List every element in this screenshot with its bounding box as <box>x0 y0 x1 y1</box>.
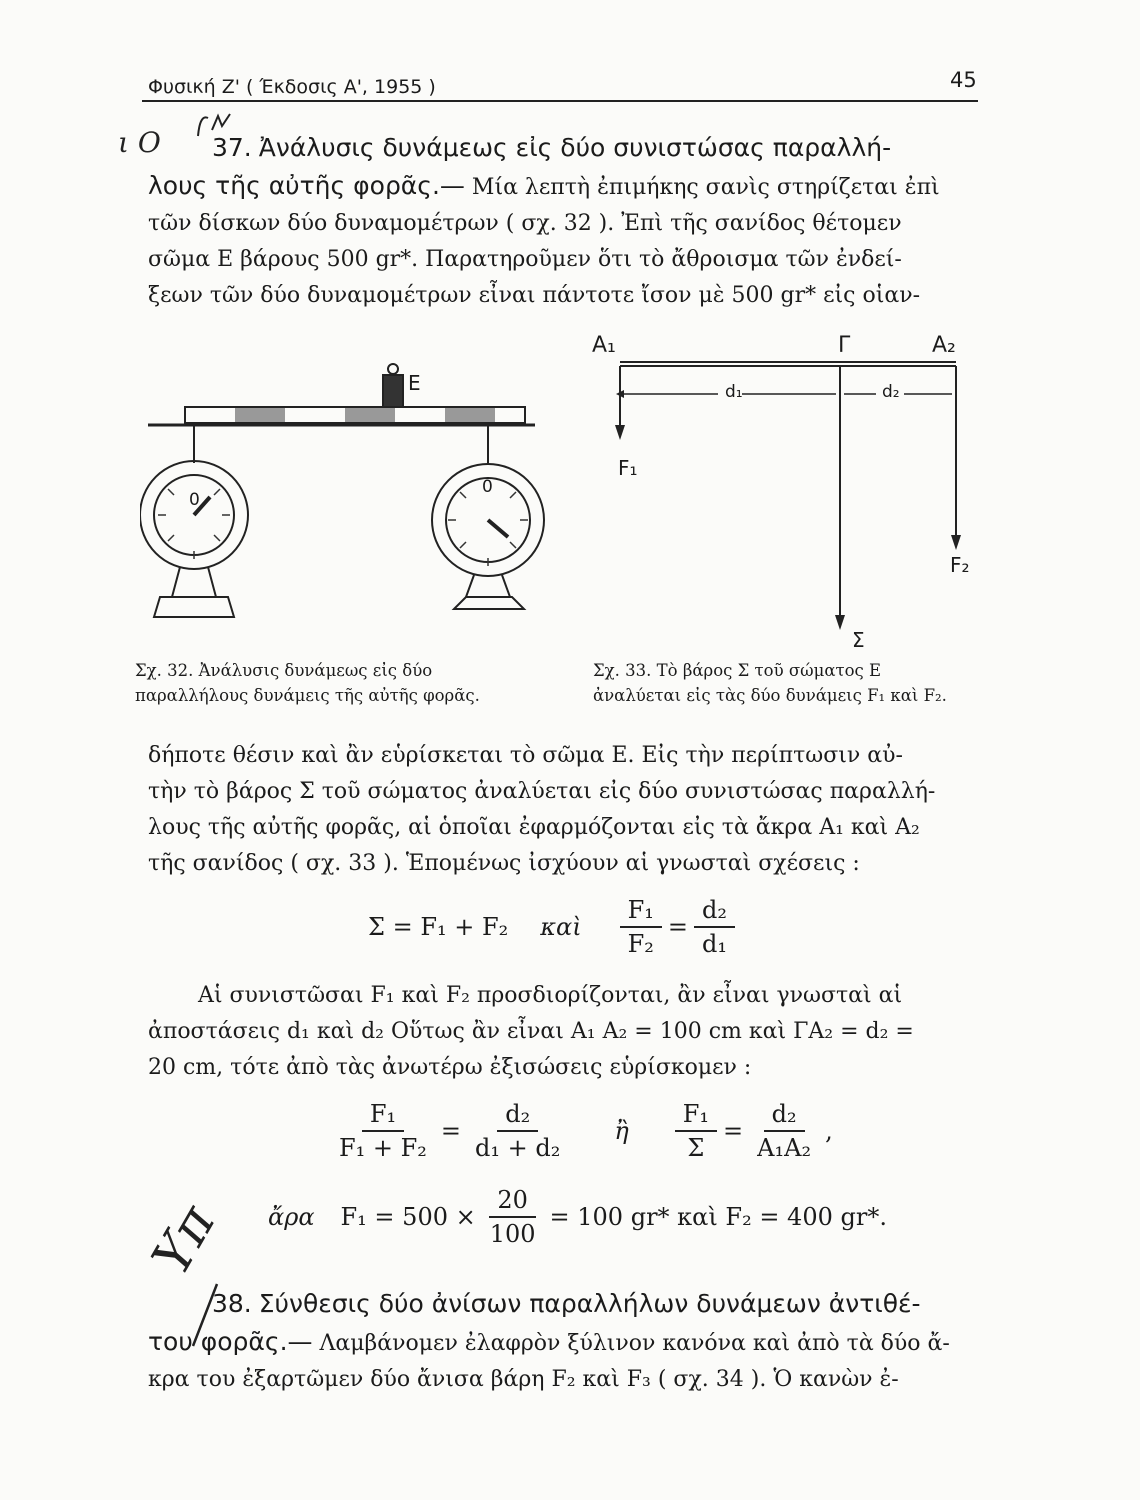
section-37-line: σῶμα Ε βάρους 500 gr*. Παρατηροῦμεν ὅτι τὸ ἄθροισμα τῶν ἐνδεί- <box>148 247 902 272</box>
section-38-line: Λαμβάνομεν ἐλαφρὸν ξύλινον κανόνα καὶ ἀπὸ τὰ δύο ἄ- <box>319 1331 950 1356</box>
eq1-equals: = <box>667 913 688 941</box>
section-38-title-cont: του φορᾶς.— <box>148 1327 313 1356</box>
body-line: τὴν τὸ βάρος Σ τοῦ σώματος ἀναλύεται εἰς δύο συνιστώσας παραλλή- <box>148 779 936 804</box>
body-paragraph-1 <box>148 738 984 882</box>
eq2-fraction: $\frac{\text{F₁}}{\text{F₁ + F₂}}$ <box>339 1100 427 1162</box>
eq2-or: ἢ <box>614 1117 629 1145</box>
eq2-equals-2: = <box>723 1117 744 1145</box>
eq1-left: Σ = F₁ + F₂ <box>368 913 509 941</box>
label-F1: F₁ <box>618 456 638 480</box>
label-G: Γ <box>838 333 851 358</box>
weight-label: Ε <box>408 371 421 395</box>
eq1-fraction-2: $\frac{\text{d₂}}{\text{d₁}}$ <box>694 896 735 958</box>
equation-3 <box>268 1186 887 1248</box>
section-37 <box>148 130 984 314</box>
eq2-comma: , <box>825 1117 833 1145</box>
label-A2: Α₂ <box>932 333 956 358</box>
section-38-line: κρα του ἐξαρτῶμεν δύο ἄνισα βάρη F₂ καὶ F₃ ( σχ. 34 ). Ὁ κανὼν ἐ- <box>148 1367 899 1392</box>
section-38 <box>148 1286 984 1398</box>
section-38-number: 38. <box>212 1289 252 1318</box>
dial-left-zero: 0 <box>189 490 200 510</box>
equation-1 <box>368 896 741 958</box>
body-line: τῆς σανίδος ( σχ. 33 ). Ἑπομένως ἰσχύουν αἱ γνωσταὶ σχέσεις : <box>148 851 860 876</box>
running-header: Φυσική Ζ' ( Έκδοσις Α', 1955 ) <box>148 76 436 98</box>
section-37-line: ξεων τῶν δύο δυναμομέτρων εἶναι πάντοτε ἴσον μὲ 500 gr* εἰς οἱαν- <box>148 283 920 308</box>
body-line: ἀποστάσεις d₁ καὶ d₂ Οὕτως ἂν εἶναι Α₁ Α₂ = 100 cm καὶ ΓΑ₂ = d₂ = <box>148 1019 914 1044</box>
page-number: 45 <box>950 68 977 92</box>
section-38-title: Σύνθεσις δύο ἀνίσων παραλλήλων δυνάμεων ἀντιθέ- <box>258 1289 921 1318</box>
figure-33-caption <box>593 658 947 708</box>
body-line: λους τῆς αὐτῆς φορᾶς, αἱ ὁποῖαι ἐφαρμόζονται εἰς τὰ ἄκρα Α₁ καὶ Α₂ <box>148 815 920 840</box>
section-37-line: τῶν δίσκων δύο δυναμομέτρων ( σχ. 32 ). Ἐπὶ τῆς σανίδος θέτομεν <box>148 211 902 236</box>
body-paragraph-2 <box>148 978 984 1086</box>
eq3-fraction: $\frac{20}{100}$ <box>489 1186 536 1248</box>
eq1-fraction: $\frac{\text{F₁}}{\text{F₂}}$ <box>620 896 662 958</box>
section-37-title-cont: λους τῆς αὐτῆς φορᾶς.— <box>148 171 465 200</box>
figure-32-dynamometers <box>140 355 560 635</box>
header-rule <box>142 100 978 102</box>
figure-32-caption <box>135 658 480 708</box>
eq1-and: καὶ <box>540 913 582 941</box>
body-line: Αἱ συνιστῶσαι F₁ καὶ F₂ προσδιορίζονται, ἂν εἶναι γνωσταὶ αἱ <box>198 983 903 1008</box>
label-F2: F₂ <box>950 553 970 577</box>
margin-handwriting-top: ι Ο <box>118 126 161 159</box>
eq2-equals: = <box>440 1117 462 1145</box>
eq3-ara: ἄρα <box>268 1203 315 1231</box>
margin-handwriting-bottom: Υπ <box>141 1195 228 1285</box>
label-d2: d₂ <box>882 382 900 402</box>
label-Sigma: Σ <box>852 628 865 652</box>
figure-33-force-diagram <box>590 330 990 650</box>
body-line: δήποτε θέσιν καὶ ἂν εὑρίσκεται τὸ σῶμα Ε. Εἰς τὴν περίπτωσιν αὐ- <box>148 743 903 768</box>
eq2-fraction-4: $\frac{\text{d₂}}{\text{Α₁Α₂}}$ <box>757 1100 812 1162</box>
figure-32-caption-line: Σχ. 32. Ἀνάλυσις δυνάμεως εἰς δύο <box>135 661 433 680</box>
label-d1: d₁ <box>725 382 743 402</box>
equation-2 <box>325 1100 833 1162</box>
eq2-fraction-2: $\frac{\text{d₂}}{\text{d₁ + d₂}}$ <box>475 1100 561 1162</box>
figure-33-caption-line: Σχ. 33. Τὸ βάρος Σ τοῦ σώματος Ε <box>593 661 882 680</box>
section-37-line: Μία λεπτὴ ἐπιμήκης σανὶς στηρίζεται ἐπὶ <box>471 175 940 200</box>
figure-32-caption-line: παραλλήλους δυνάμεις τῆς αὐτῆς φορᾶς. <box>135 686 480 705</box>
body-line: 20 cm, τότε ἀπὸ τὰς ἀνωτέρω ἐξισώσεις εὑρίσκομεν : <box>148 1055 752 1080</box>
eq3-right: = 100 gr* καὶ F₂ = 400 gr*. <box>549 1203 887 1231</box>
dial-right-zero: 0 <box>482 477 493 497</box>
section-37-title: Ἀνάλυσις δυνάμεως εἰς δύο συνιστώσας παραλλή- <box>258 133 892 162</box>
label-A1: Α₁ <box>592 333 616 358</box>
figure-33-caption-line: ἀναλύεται εἰς τὰς δύο δυνάμεις F₁ καὶ F₂. <box>593 686 947 705</box>
eq3-left: F₁ = 500 × <box>340 1203 476 1231</box>
eq2-fraction-3: $\frac{\text{F₁}}{\Sigma}$ <box>675 1100 717 1162</box>
section-37-number: 37. <box>212 133 252 162</box>
